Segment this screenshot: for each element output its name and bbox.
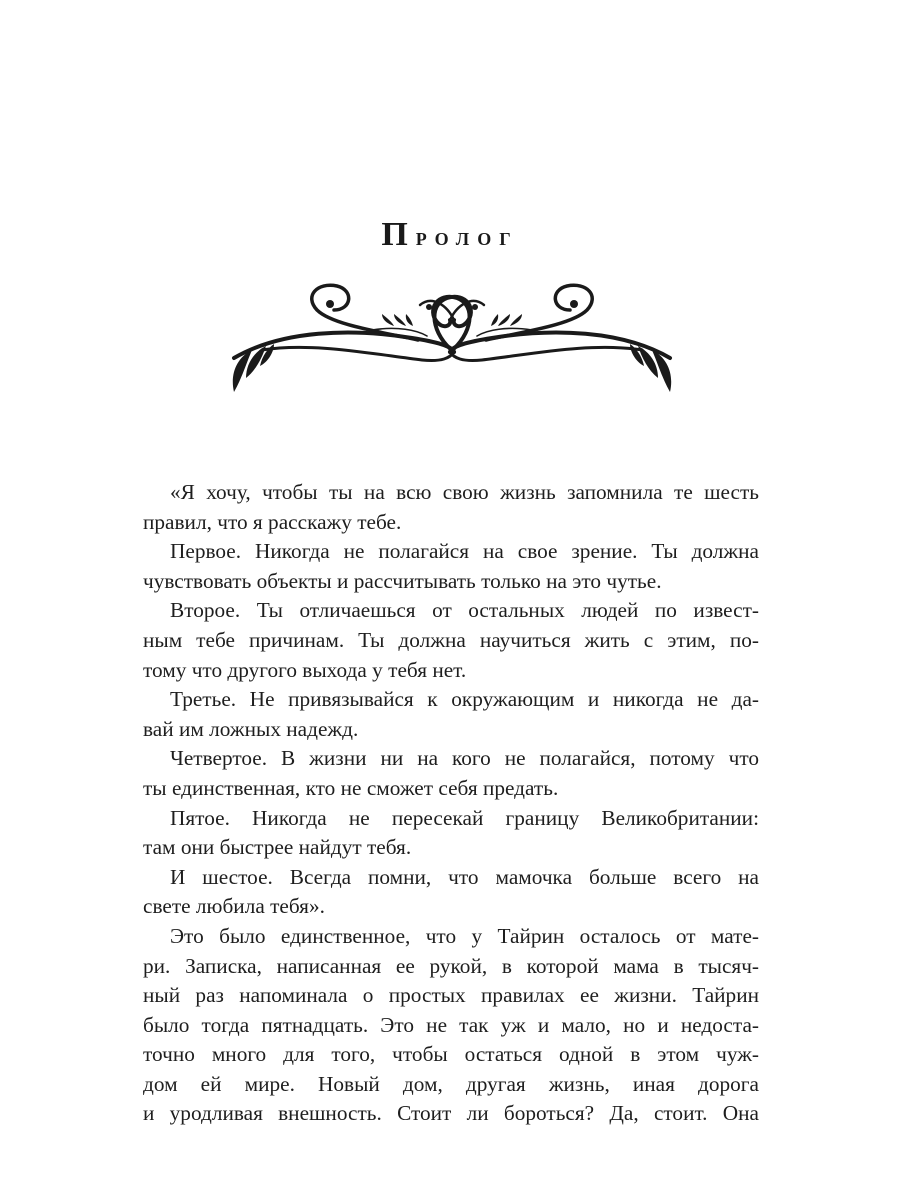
text-line: ным тебе причинам. Ты должна научиться жить с этим, по- [143,627,759,652]
text-line: тому что другого выхода у тебя нет. [143,657,467,682]
prologue-text [143,478,759,1129]
text-line: Четвертое. В жизни ни на кого не полагайся, потому что [170,746,759,771]
text-line: «Я хочу, чтобы ты на всю свою жизнь запомнила те шесть [170,480,759,504]
chapter-title [0,216,900,254]
text-line: точно много для того, чтобы остаться одной в этом чуж- [143,1042,759,1067]
chapter-title-rest: ролог [415,222,519,251]
text-line: свете любила тебя». [143,894,325,919]
text-line: дом ей мире. Новый дом, другая жизнь, иная дорога [143,1071,759,1096]
text-line: вай им ложных надежд. [143,716,359,741]
text-line: Пятое. Никогда не пересекай границу Великобритании: [170,805,759,830]
text-line: Второе. Ты отличаешься от остальных людей по извест- [170,598,759,623]
chapter-title-initial: П [381,216,416,253]
text-line: Первое. Никогда не полагайся на свое зрение. Ты должна [170,539,759,564]
text-line: Это было единственное, что у Тайрин осталось от мате- [170,923,759,948]
text-line: и уродливая внешность. Стоит ли бороться? Да, стоит. Она [143,1101,759,1126]
text-line: ри. Записка, написанная ее рукой, в которой мама в тысяч- [143,953,759,978]
text-line: ный раз напоминала о простых правилах ее жизни. Тайрин [143,983,759,1008]
text-line: чувствовать объекты и рассчитывать только на это чутье. [143,568,662,593]
flourish-divider-icon [222,280,682,398]
text-line: было тогда пятнадцать. Это не так уж и мало, но и недоста- [143,1012,759,1037]
text-line: ты единственная, кто не сможет себя предать. [143,775,559,800]
text-line: правил, что я расскажу тебе. [143,509,402,534]
text-line: Третье. Не привязывайся к окружающим и никогда не да- [170,687,759,712]
text-line: там они быстрее найдут тебя. [143,835,412,860]
text-line: И шестое. Всегда помни, что мамочка больше всего на [170,864,759,889]
